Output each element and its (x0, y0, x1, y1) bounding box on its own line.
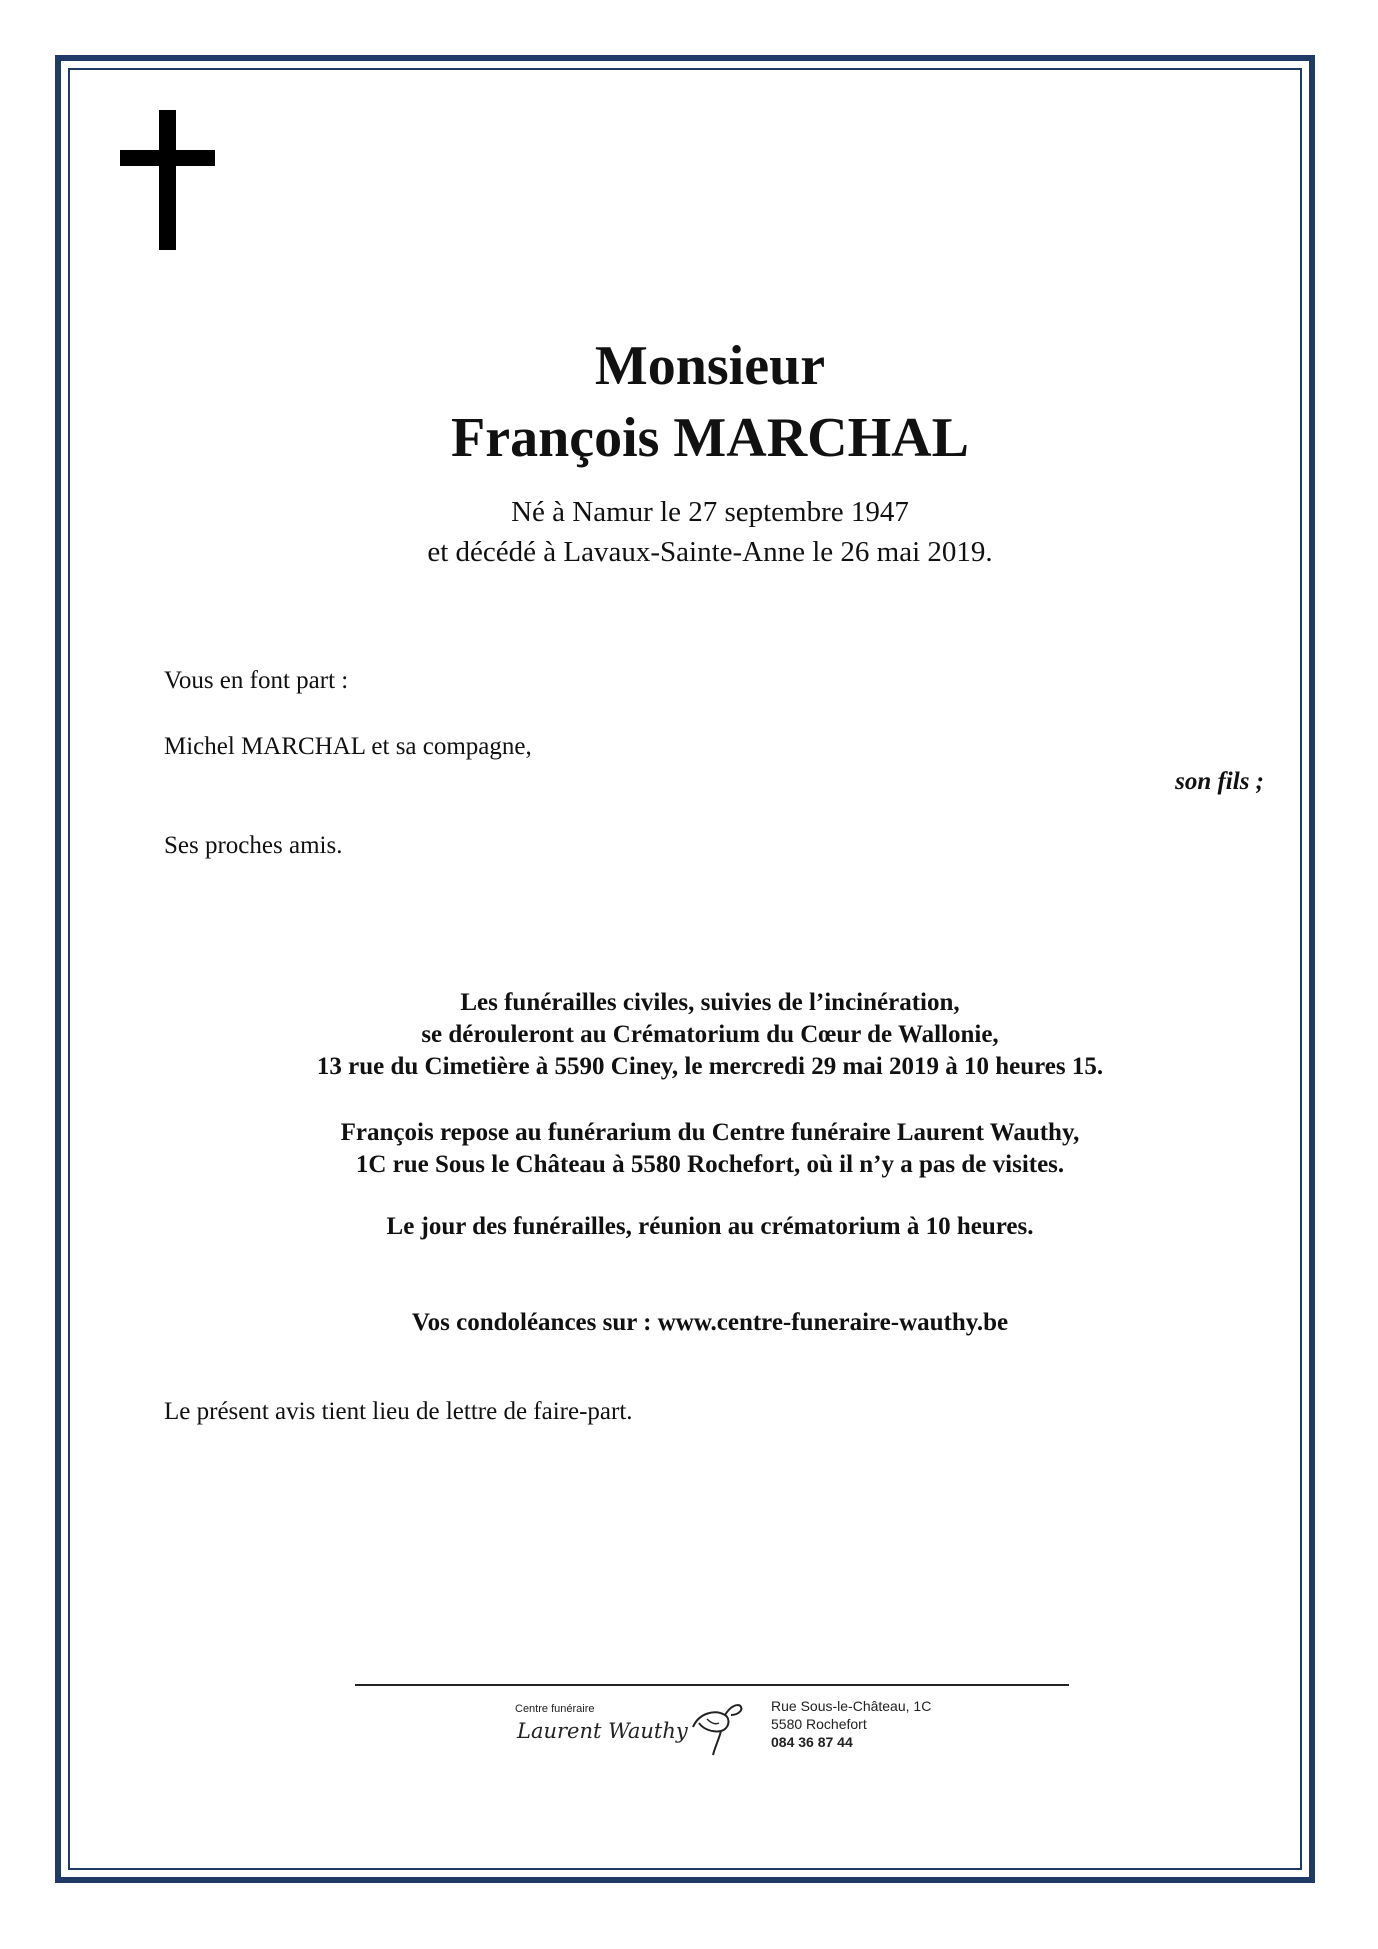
address-city: 5580 Rochefort (771, 1716, 867, 1732)
deceased-name: François MARCHAL (451, 407, 969, 469)
ceremony-line: 13 rue du Cimetière à 5590 Ciney, le mercredi 29 mai 2019 à 10 heures 15. (316, 1053, 1104, 1080)
logo-caption: Centre funéraire (515, 1703, 595, 1715)
title-line1: Monsieur (594, 335, 826, 397)
funeral-home-logo (515, 1695, 945, 1757)
phone-number: 084 36 87 44 (771, 1734, 853, 1750)
calla-lily-icon (685, 1695, 745, 1757)
repose-info (0, 1117, 1378, 1181)
family-member-name: Ses proches amis. (164, 832, 343, 859)
dates (0, 492, 1378, 572)
meeting-info: Le jour des funérailles, réunion au crématorium à 10 heures. (386, 1213, 1034, 1240)
family-member-name: Michel MARCHAL et sa compagne, (164, 733, 532, 760)
family-member-relation: son fils ; (1175, 768, 1264, 795)
footer-divider (355, 1684, 1069, 1686)
ceremony-line: Les funérailles civiles, suivies de l’incinération, (460, 989, 960, 1016)
deceased-title (0, 330, 1378, 474)
closing-text: Le présent avis tient lieu de lettre de faire-part. (164, 1398, 633, 1425)
address-street: Rue Sous-le-Château, 1C (771, 1698, 932, 1714)
condolences-info: Vos condoléances sur : www.centre-funeraire-wauthy.be (411, 1309, 1009, 1336)
logo-name: Laurent Wauthy (517, 1719, 688, 1743)
repose-line: 1C rue Sous le Château à 5580 Rochefort, où il n’y a pas de visites. (355, 1151, 1065, 1178)
death-info: et décédé à Lavaux-Sainte-Anne le 26 mai 2019. (427, 536, 993, 568)
ceremony-info (0, 987, 1378, 1083)
latin-cross-icon (120, 110, 215, 250)
birth-info: Né à Namur le 27 septembre 1947 (511, 496, 909, 528)
repose-line: François repose au funérarium du Centre funéraire Laurent Wauthy, (340, 1119, 1080, 1146)
intro-text: Vous en font part : (164, 667, 349, 694)
ceremony-line: se dérouleront au Crématorium du Cœur de Wallonie, (421, 1021, 999, 1048)
